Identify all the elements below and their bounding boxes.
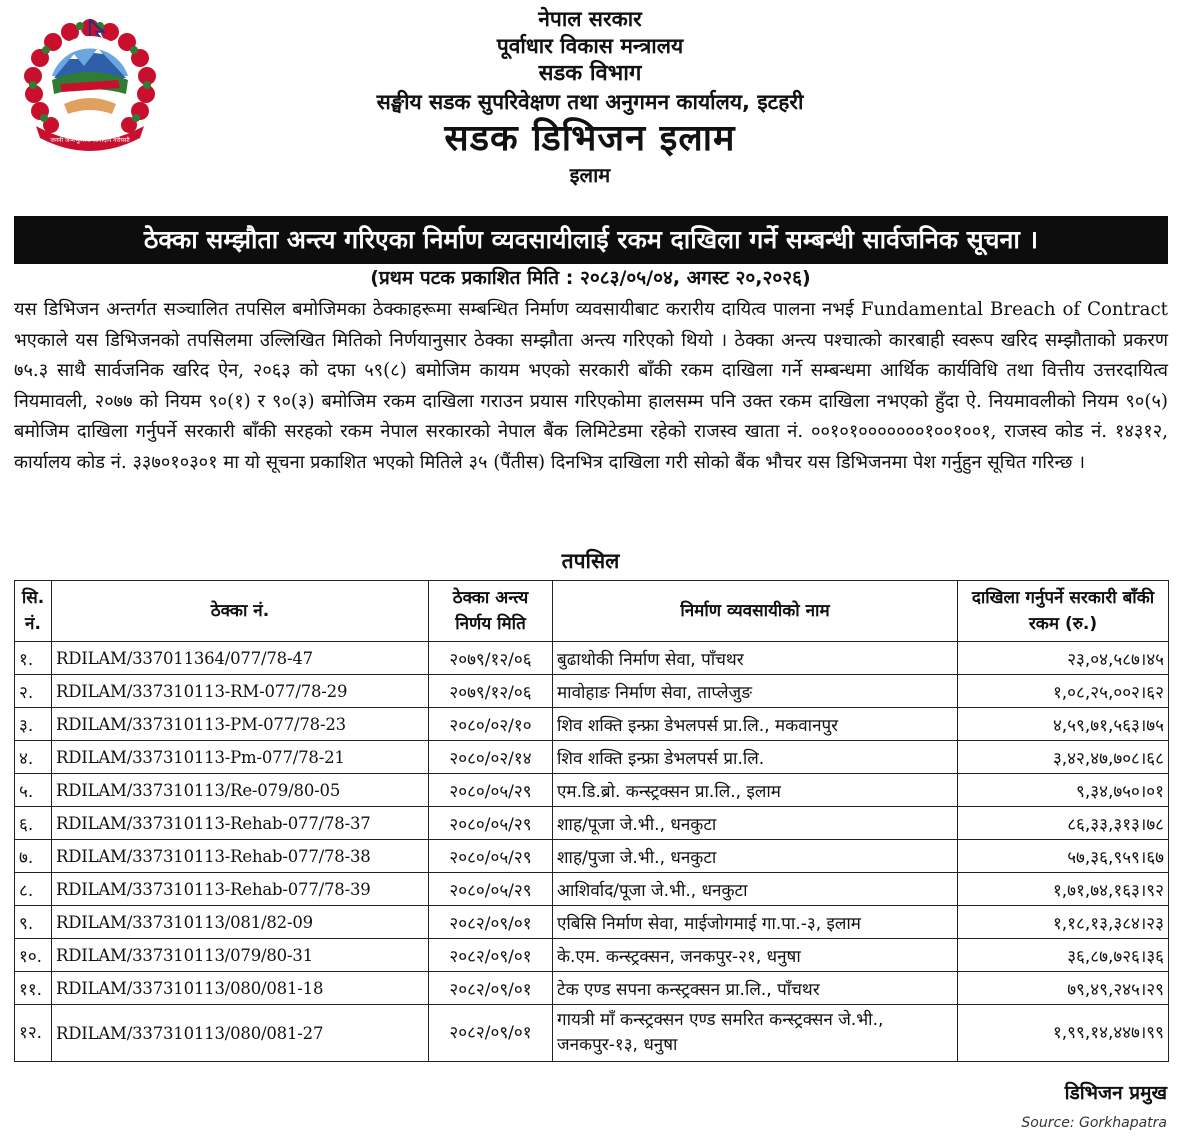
row-sn: २.: [15, 675, 52, 708]
row-amount: ५७,३६,९५९।६७: [958, 840, 1169, 873]
row-sn: ३.: [15, 708, 52, 741]
row-contractor-name: एम.डि.ब्रो. कन्स्ट्रक्सन प्रा.लि., इलाम: [553, 774, 958, 807]
row-amount: ३६,८७,७२६।३६: [958, 939, 1169, 972]
row-contractor-name: आशिर्वाद/पूजा जे.भी., धनकुटा: [553, 873, 958, 906]
row-contract-no: RDILAM/337310113-Rehab-077/78-37: [52, 807, 429, 840]
row-contractor-name: शिव शक्ति इन्फ्रा डेभलपर्स प्रा.लि., मकवानपुर: [553, 708, 958, 741]
table-row: [15, 972, 1169, 1005]
row-contractor-name: एबिसि निर्माण सेवा, माईजोगमाई गा.पा.-३, इलाम: [553, 906, 958, 939]
row-contract-no: RDILAM/337310113-PM-077/78-23: [52, 708, 429, 741]
row-contract-no: RDILAM/337310113-Rehab-077/78-38: [52, 840, 429, 873]
row-sn: ७.: [15, 840, 52, 873]
publication-date: (प्रथम पटक प्रकाशित मिति : २०८३/०५/०४, अगस्ट २०,२०२६): [370, 267, 811, 289]
table-row: [15, 708, 1169, 741]
row-contractor-name: शाह/पूजा जे.भी., धनकुटा: [553, 807, 958, 840]
row-contract-no: RDILAM/337310113-RM-077/78-29: [52, 675, 429, 708]
row-amount: ४,५९,७१,५६३।७५: [958, 708, 1169, 741]
row-termination-date: २०८०/०५/२९: [429, 774, 553, 807]
header-contractor-name: निर्माण व्यवसायीको नाम: [553, 581, 958, 642]
row-termination-date: २०७९/१२/०६: [429, 675, 553, 708]
row-contractor-name: शिव शक्ति इन्फ्रा डेभलपर्स प्रा.लि.: [553, 741, 958, 774]
header-office: सङ्घीय सडक सुपरिवेक्षण तथा अनुगमन कार्यालय, इटहरी: [376, 90, 804, 114]
row-amount: ९,३४,७५०।०१: [958, 774, 1169, 807]
header-division: सडक डिभिजन इलाम: [444, 118, 736, 159]
row-contract-no: RDILAM/337310113/Re-079/80-05: [52, 774, 429, 807]
row-sn: १२.: [15, 1005, 52, 1062]
header-ministry: पूर्वाधार विकास मन्त्रालय: [496, 34, 684, 58]
row-amount: ७९,४९,२४५।२९: [958, 972, 1169, 1005]
table-row: [15, 840, 1169, 873]
row-contract-no: RDILAM/337310113-Pm-077/78-21: [52, 741, 429, 774]
table-row: [15, 774, 1169, 807]
row-termination-date: २०८०/०२/१०: [429, 708, 553, 741]
row-sn: ११.: [15, 972, 52, 1005]
source-credit: Source: Gorkhapatra: [1021, 1115, 1167, 1131]
row-sn: ८.: [15, 873, 52, 906]
row-contract-no: RDILAM/337310113/080/081-27: [52, 1005, 429, 1062]
notice-title-banner: ठेक्का सम्झौता अन्त्य गरिएका निर्माण व्यवसायीलाई रकम दाखिला गर्ने सम्बन्धी सार्वजनिक सूचना ।: [14, 216, 1168, 264]
table-body: [15, 642, 1169, 1062]
header-contract-no: ठेक्का नं.: [52, 581, 429, 642]
row-contract-no: RDILAM/337310113/080/081-18: [52, 972, 429, 1005]
table-header-row: [15, 581, 1169, 642]
row-contract-no: RDILAM/337310113/079/80-31: [52, 939, 429, 972]
table-row: [15, 642, 1169, 675]
row-contract-no: RDILAM/337011364/077/78-47: [52, 642, 429, 675]
table-row: [15, 741, 1169, 774]
row-amount: १,१८,१३,३८४।२३: [958, 906, 1169, 939]
table-row: [15, 906, 1169, 939]
signature-title: डिभिजन प्रमुख: [1064, 1082, 1167, 1104]
emblem-motto: जननी जन्मभूमिश्च स्वर्गादपि गरीयसी: [50, 137, 130, 144]
table-row: [15, 675, 1169, 708]
table-row: [15, 807, 1169, 840]
row-termination-date: २०८२/०९/०१: [429, 1005, 553, 1062]
row-contractor-name: के.एम. कन्स्ट्रक्सन, जनकपुर-२१, धनुषा: [553, 939, 958, 972]
row-contractor-name: बुढाथोकी निर्माण सेवा, पाँचथर: [553, 642, 958, 675]
table-row: [15, 1005, 1169, 1062]
header-department: सडक विभाग: [538, 61, 642, 86]
row-contractor-name: टेक एण्ड सपना कन्स्ट्रक्सन प्रा.लि., पाँचथर: [553, 972, 958, 1005]
row-sn: १०.: [15, 939, 52, 972]
nepal-emblem-icon: [18, 14, 163, 154]
row-sn: ४.: [15, 741, 52, 774]
row-sn: ९.: [15, 906, 52, 939]
row-sn: ६.: [15, 807, 52, 840]
row-termination-date: २०८०/०२/१४: [429, 741, 553, 774]
row-termination-date: २०८०/०५/२९: [429, 840, 553, 873]
row-sn: १.: [15, 642, 52, 675]
letterhead: [160, 6, 1020, 188]
row-amount: २३,०४,५८७।४५: [958, 642, 1169, 675]
row-termination-date: २०७९/१२/०६: [429, 642, 553, 675]
header-sn: सि. नं.: [15, 581, 52, 642]
tapasil-heading: तपसिल: [561, 549, 620, 573]
row-contract-no: RDILAM/337310113-Rehab-077/78-39: [52, 873, 429, 906]
row-contractor-name: मावोहाङ निर्माण सेवा, ताप्लेजुङ: [553, 675, 958, 708]
row-termination-date: २०८०/०५/२९: [429, 873, 553, 906]
row-contractor-name: गायत्री माँ कन्स्ट्रक्सन एण्ड समरित कन्स्ट्रक्सन जे.भी., जनकपुर-१३, धनुषा: [553, 1005, 958, 1062]
row-amount: १,९९,१४,४४७।९९: [958, 1005, 1169, 1062]
row-sn: ५.: [15, 774, 52, 807]
row-termination-date: २०८०/०५/२९: [429, 807, 553, 840]
row-contractor-name: शाह/पुजा जे.भी., धनकुटा: [553, 840, 958, 873]
row-termination-date: २०८२/०९/०१: [429, 972, 553, 1005]
notice-body: यस डिभिजन अन्तर्गत सञ्चालित तपसिल बमोजिमका ठेक्काहरूमा सम्बन्धित निर्माण व्यवसायीबाट करारीय दायित्व पालना नभई Fundamental Breach of Contract भएकाले यस डिभिजनको तपसिलमा उल्लिखित मितिको निर्णयानुसार ठेक्का सम्झौता अन्त्य गरिएको थियो । ठेक्का अन्त्य पश्चात्को कारबाही स्वरूप खरिद सम्झौताको प्रकरण ७५.३ साथै सार्वजनिक खरिद ऐन, २०६३ को दफा ५९(८) बमोजिम कायम भएको सरकारी बाँकी रकम दाखिला गर्ने सम्बन्धमा आर्थिक कार्यविधि तथा वित्तीय उत्तरदायित्व नियमावली, २०७७ को नियम ९०(१) र ९०(३) बमोजिम रकम दाखिला गराउन प्रयास गरिएकोमा हालसम्म पनि उक्त रकम दाखिला नभएको हुँदा ऐ. नियमावलीको नियम ९०(५) बमोजिम दाखिला गर्नुपर्ने सरकारी बाँकी सरहको रकम नेपाल सरकारको नेपाल बैंक लिमिटेडमा रहेको राजस्व खाता नं. ००१०१०००००००१००१००१, राजस्व कोड नं. १४३१२, कार्यालय कोड नं. ३३७०१०३०१ मा यो सूचना प्रकाशित भएको मितिले ३५ (पैंतीस) दिनभित्र दाखिला गरी सोको बैंक भौचर यस डिभिजनमा पेश गर्नुहुन सूचित गरिन्छ ।: [14, 299, 1168, 473]
row-termination-date: २०८२/०९/०१: [429, 939, 553, 972]
row-amount: ८६,३३,३१३।७८: [958, 807, 1169, 840]
row-amount: १,७१,७४,१६३।९२: [958, 873, 1169, 906]
header-termination-date: ठेक्का अन्त्य निर्णय मिति: [429, 581, 553, 642]
contract-table: [14, 580, 1169, 1062]
header-location: इलाम: [569, 163, 611, 187]
table-row: [15, 873, 1169, 906]
row-contract-no: RDILAM/337310113/081/82-09: [52, 906, 429, 939]
row-amount: ३,४२,४७,७०८।६८: [958, 741, 1169, 774]
header-amount: दाखिला गर्नुपर्ने सरकारी बाँकी रकम (रु.): [958, 581, 1169, 642]
header-government: नेपाल सरकार: [538, 7, 642, 31]
table-row: [15, 939, 1169, 972]
row-termination-date: २०८२/०९/०१: [429, 906, 553, 939]
row-amount: १,०८,२५,००२।६२: [958, 675, 1169, 708]
